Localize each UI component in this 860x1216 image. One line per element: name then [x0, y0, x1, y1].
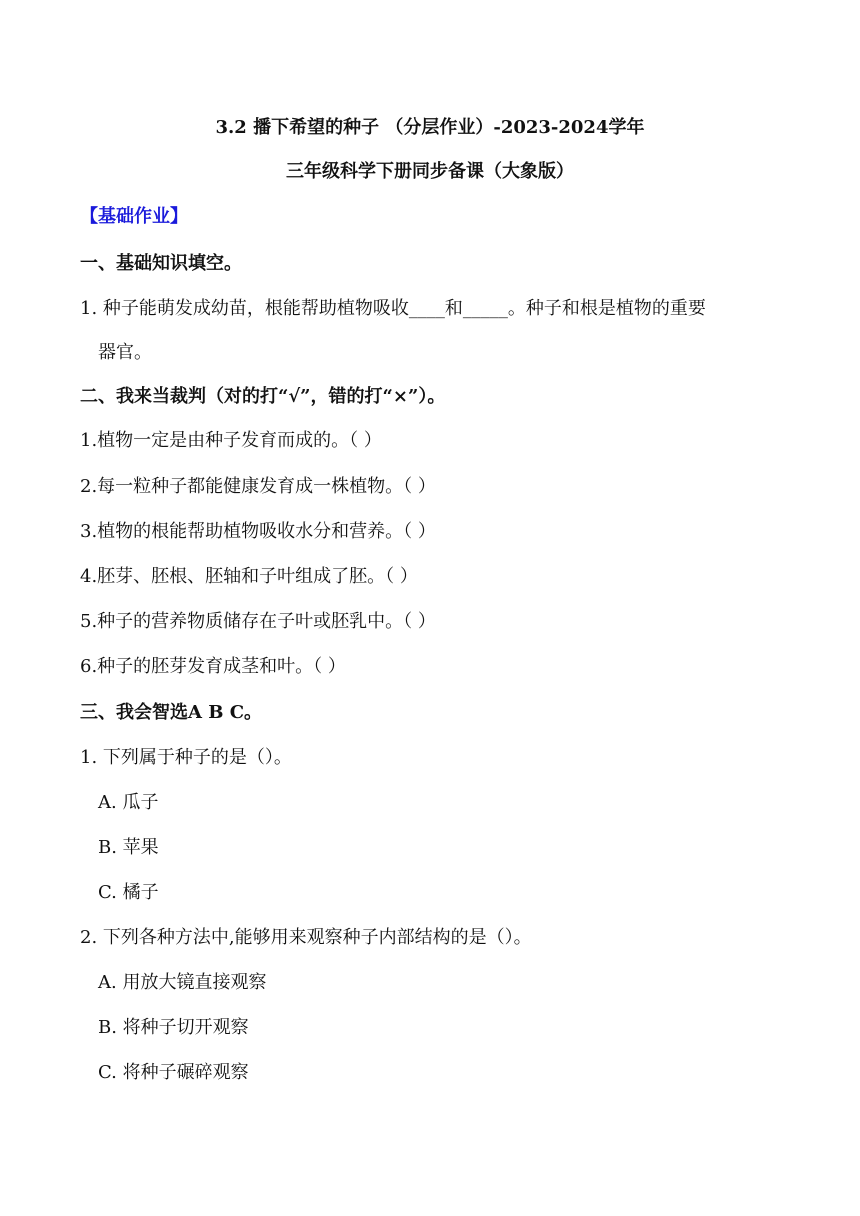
choice-question-2: 2. 下列各种方法中,能够用来观察种子内部结构的是（）。	[80, 927, 532, 948]
choice-question-1-option-a: A. 瓜子	[98, 792, 159, 813]
choice-question-1-option-c: C. 橘子	[98, 882, 159, 903]
basic-homework-label: 【基础作业】	[80, 206, 188, 227]
judge-item-4: 4.胚芽、胚根、胚轴和子叶组成了胚。（ ）	[80, 566, 418, 587]
choice-question-2-option-b: B. 将种子切开观察	[98, 1017, 249, 1038]
section-2-heading: 二、我来当裁判（对的打“√”，错的打“×”）。	[80, 386, 446, 407]
title-line-2: 三年级科学下册同步备课（大象版）	[286, 161, 574, 182]
fill-question-1: 1. 种子能萌发成幼苗，根能帮助植物吸收____和_____。种子和根是植物的重要	[80, 298, 706, 319]
choice-question-2-option-c: C. 将种子碾碎观察	[98, 1062, 249, 1083]
section-1-heading: 一、基础知识填空。	[80, 253, 242, 274]
choice-question-1: 1. 下列属于种子的是（）。	[80, 747, 292, 768]
judge-item-5: 5.种子的营养物质储存在子叶或胚乳中。（ ）	[80, 611, 436, 632]
judge-item-3: 3.植物的根能帮助植物吸收水分和营养。（ ）	[80, 521, 436, 542]
title-line-1: 3.2 播下希望的种子 （分层作业）-2023-2024学年	[215, 117, 645, 138]
choice-question-2-option-a: A. 用放大镜直接观察	[98, 972, 267, 993]
judge-item-2: 2.每一粒种子都能健康发育成一株植物。（ ）	[80, 476, 436, 497]
fill-question-1-continued: 器官。	[98, 342, 152, 363]
judge-item-1: 1.植物一定是由种子发育而成的。（ ）	[80, 430, 382, 451]
choice-question-1-option-b: B. 苹果	[98, 837, 159, 858]
section-3-heading: 三、我会智选A B C。	[80, 702, 263, 723]
judge-item-6: 6.种子的胚芽发育成茎和叶。（ ）	[80, 656, 346, 677]
